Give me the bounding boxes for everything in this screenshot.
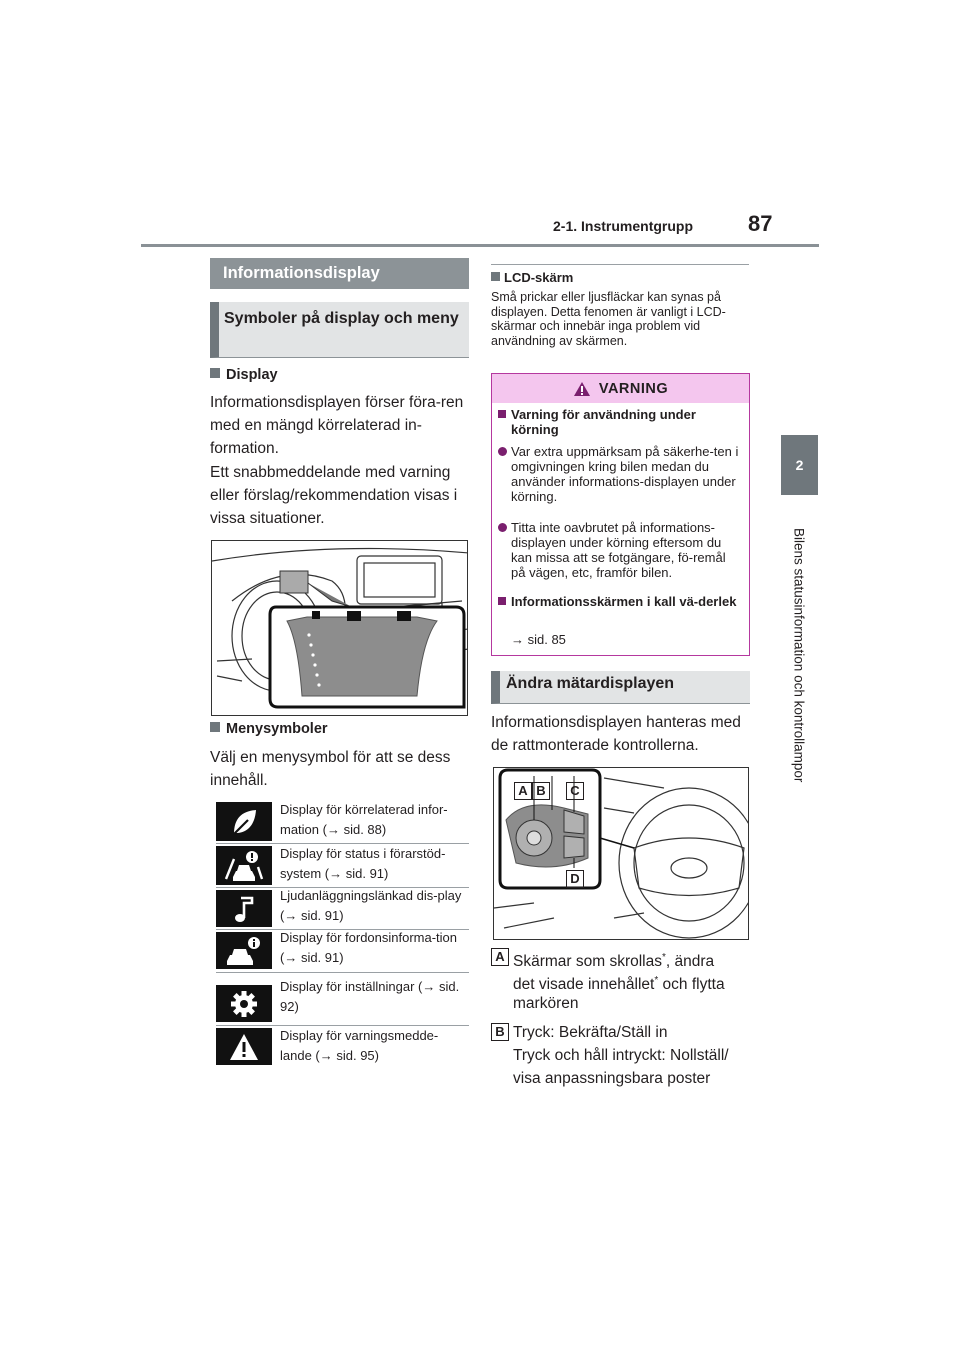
warning-bullet-1	[498, 444, 743, 504]
vehicle-info-icon	[216, 932, 272, 969]
display-heading-text: Display	[226, 367, 278, 383]
warning-item-2-ref-text: → sid. 85	[511, 632, 566, 647]
menu-heading	[210, 721, 328, 737]
warning-triangle-icon	[216, 1028, 272, 1065]
legend-a-line3: markören	[513, 995, 579, 1012]
section-title: 2-1. Instrumentgrupp	[553, 218, 694, 234]
square-bullet-icon	[491, 272, 500, 281]
callout-c: C	[566, 782, 584, 800]
caution-icon	[573, 381, 591, 397]
warning-item-1-title-text: Varning för användning under körning	[511, 407, 696, 437]
warning-title: VARNING	[598, 380, 669, 397]
subheading-text: Ändra mätardisplayen	[506, 675, 675, 692]
menu-item-text: Display för körrelaterad infor-mation (→ sid. 88)	[280, 802, 448, 837]
menu-item-text: Display för status i förarstöd-system (→ sid. 91)	[280, 846, 446, 881]
warning-item-2-ref	[498, 632, 743, 647]
subheading-text: Symboler på display och meny	[224, 310, 459, 327]
legend-a-part2: , ändra	[665, 953, 715, 971]
driver-assist-icon	[216, 846, 272, 885]
legend-a-part1: Skärmar som skrollas	[513, 953, 662, 971]
legend-a-part3: det visade innehållet	[513, 976, 655, 994]
menu-item-text: Display för fordonsinforma-tion (→ sid. 91)	[280, 930, 458, 965]
lcd-heading-text: LCD-skärm	[504, 270, 574, 285]
legend-letter-a: A	[491, 948, 509, 966]
display-paragraph-2: Ett snabbmeddelande med varning eller förslag/rekommendation visas i vissa situationer.	[210, 464, 458, 527]
lcd-heading	[491, 270, 573, 285]
leaf-icon	[216, 802, 272, 841]
callout-d: D	[566, 870, 584, 888]
callout-b: B	[532, 782, 550, 800]
page-number: 87	[748, 211, 773, 236]
display-paragraph-1: Informationsdisplayen förser föra-ren med en mängd körrelaterad in-formation.	[210, 394, 464, 457]
dashboard-drawing	[212, 541, 468, 716]
round-bullet-icon	[498, 523, 507, 532]
chapter-tab: 2	[781, 435, 818, 495]
subheading-change-display	[491, 671, 750, 704]
square-bullet-icon	[498, 597, 506, 605]
dashboard-illustration	[211, 540, 468, 716]
menu-item-text: Display för varningsmedde-lande (→ sid. 95)	[280, 1028, 439, 1063]
warning-bullet-1-text: Var extra uppmärksam på säkerhe-ten i omgivningen kring bilen medan du använder informations-displayen under körning.	[511, 444, 739, 504]
chapter-title-text: Bilens statusinformation och kontrollampor	[791, 527, 807, 783]
legend-letter-b: B	[491, 1023, 509, 1041]
square-bullet-icon	[498, 410, 506, 418]
steering-controls-illustration	[493, 767, 749, 940]
subheading-symbols	[210, 302, 469, 358]
legend-b-line2: Tryck och håll intryckt: Nollställ/	[513, 1047, 729, 1064]
menu-heading-text: Menysymboler	[226, 721, 328, 737]
gear-icon	[216, 985, 272, 1022]
warning-bullet-2-text: Titta inte oavbrutet på informations-displayen under körning eftersom du kan missa att se fotgängare, fö-remål på vägen, etc, framför bilen.	[511, 520, 726, 580]
callout-a: A	[514, 782, 532, 800]
lcd-text: Små prickar eller ljusfläckar kan synas på displayen. Detta fenomen är vanligt i LCD-skärmar och innebär inga problem vid användning av skärmen.	[491, 290, 726, 348]
display-heading	[210, 367, 278, 383]
menu-intro: Välj en menysymbol för att se dess innehåll.	[210, 749, 451, 789]
square-bullet-icon	[210, 722, 220, 732]
music-note-icon	[216, 890, 272, 927]
legend-b-line1: Tryck: Bekräfta/Ställ in	[513, 1024, 668, 1041]
round-bullet-icon	[498, 447, 507, 456]
menu-item-text: Display för inställningar (→ sid. 92)	[280, 979, 460, 1014]
warning-bullet-2	[498, 520, 743, 580]
square-bullet-icon	[210, 368, 220, 378]
warning-header	[492, 374, 749, 403]
asterisk-2: *	[654, 975, 659, 986]
chapter-title	[783, 510, 815, 800]
heading-text: Informationsdisplay	[223, 264, 380, 282]
warning-box	[491, 373, 750, 656]
row-divider	[216, 972, 469, 973]
asterisk-1: *	[662, 952, 666, 963]
lcd-rule	[491, 264, 749, 265]
legend-b-line3: visa anpassningsbara poster	[513, 1070, 711, 1087]
warning-item-2-title	[498, 594, 743, 609]
menu-item-text: Ljudanläggningslänkad dis-play (→ sid. 91)	[280, 888, 462, 923]
warning-item-2-title-text: Informationsskärmen i kall vä-derlek	[511, 594, 737, 609]
heading-informationsdisplay	[210, 258, 469, 289]
legend-a-part4: och flytta	[658, 976, 725, 994]
warning-item-1-title	[498, 407, 743, 437]
change-display-intro: Informationsdisplayen hanteras med de rattmonterade kontrollerna.	[491, 714, 741, 754]
header-rule	[141, 244, 819, 247]
